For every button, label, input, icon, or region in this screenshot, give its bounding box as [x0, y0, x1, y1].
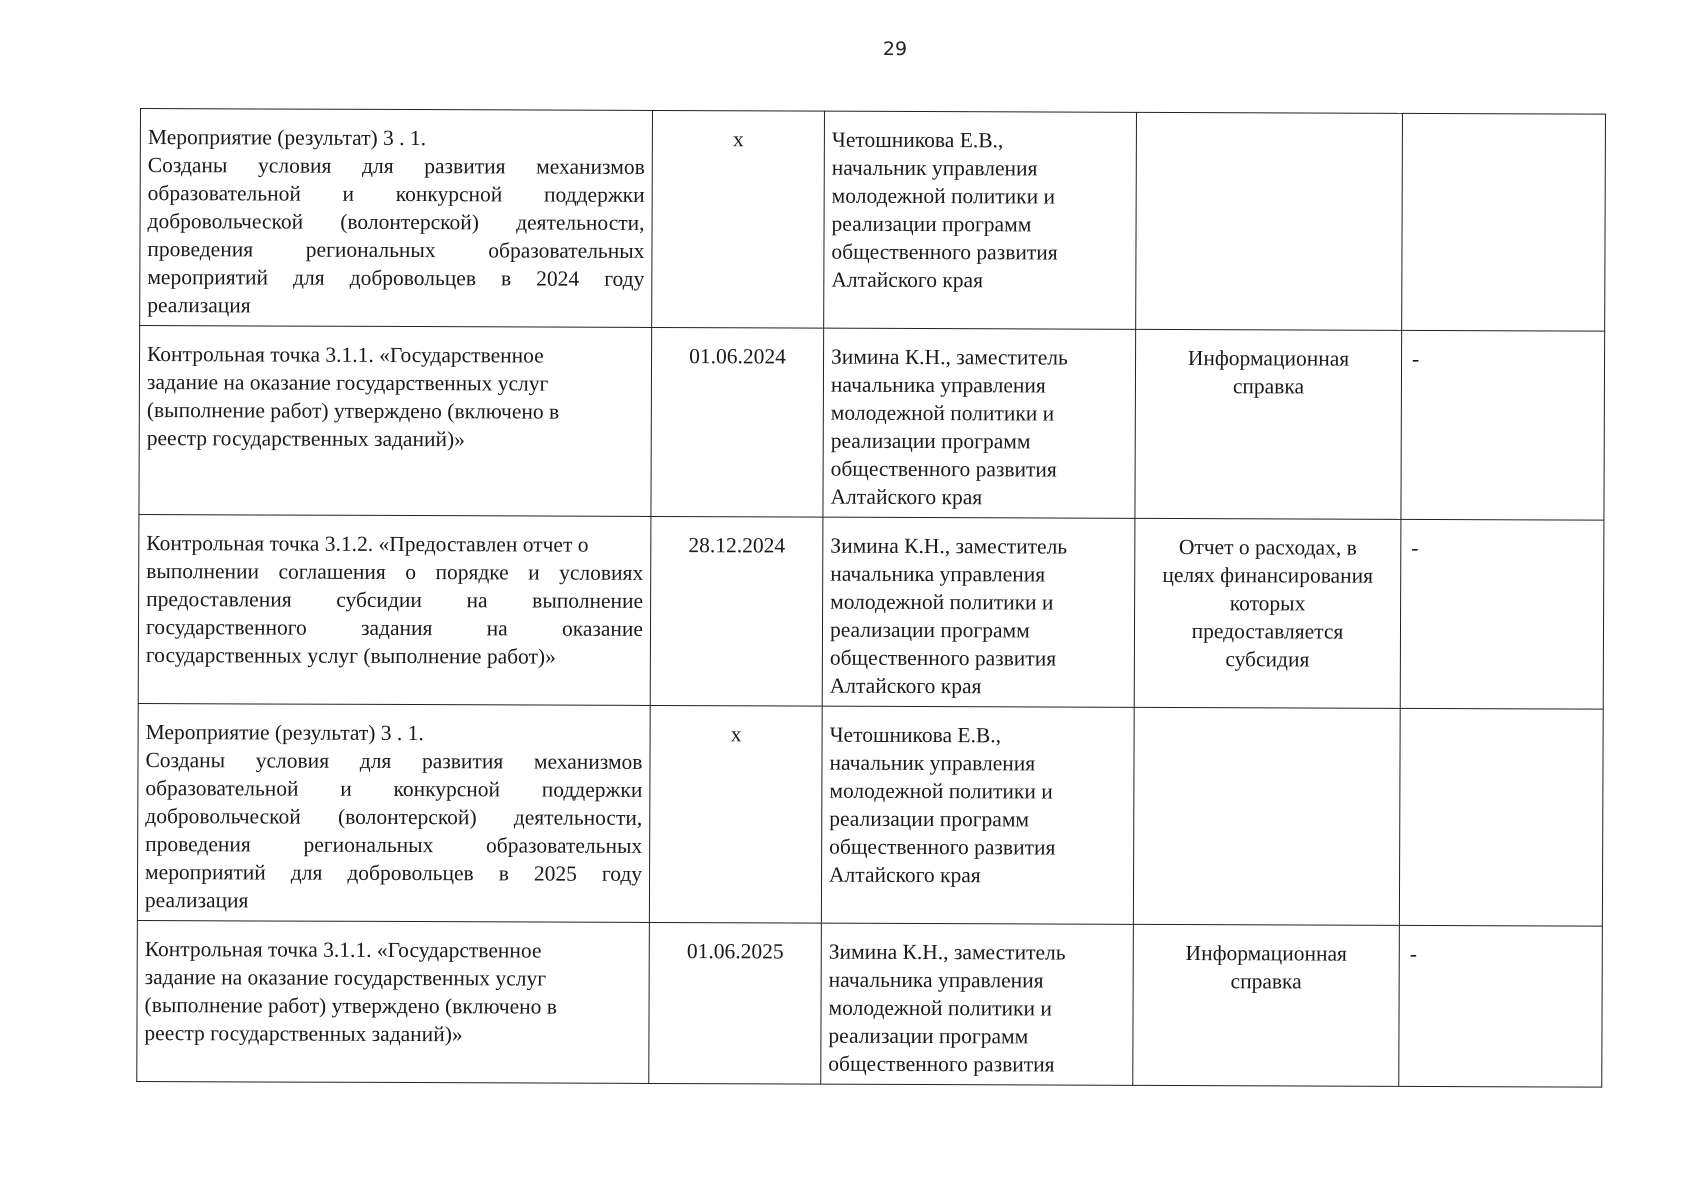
cell-note: [1399, 708, 1603, 926]
cell-responsible: [822, 517, 1135, 707]
description-line: Созданы условия для развития механизмов: [145, 748, 643, 774]
cell-date: x: [649, 705, 822, 923]
cell-responsible: [821, 923, 1134, 1085]
cell-date: 01.06.2024: [651, 327, 824, 517]
description-line: добровольческой (волонтерской) деятельности,: [147, 209, 645, 235]
description-line: предоставления субсидии на выполнение: [146, 587, 644, 613]
responsible-line: реализации программ: [829, 617, 1030, 643]
cell-note: -: [1401, 330, 1605, 520]
description-line: реестр государственных заданий)»: [144, 1021, 463, 1047]
cell-responsible: [821, 706, 1134, 924]
plan-table: [136, 108, 1606, 1088]
responsible-line: реализации программ: [828, 1023, 1029, 1049]
responsible-line: начальника управления: [830, 372, 1046, 398]
responsible-line: молодежной политики и: [830, 400, 1055, 426]
cell-description: [138, 514, 651, 705]
cell-document: [1135, 329, 1402, 519]
responsible-line: общественного развития: [829, 834, 1056, 860]
table-row: [140, 109, 1606, 332]
document-line: субсидия: [1225, 647, 1310, 672]
table-row: [137, 920, 1603, 1087]
document-line: предоставляется: [1191, 619, 1344, 644]
responsible-line: общественного развития: [829, 645, 1057, 671]
responsible-line: молодежной политики и: [831, 183, 1056, 209]
responsible-line: начальник управления: [829, 750, 1036, 776]
cell-description: [139, 326, 652, 517]
description-line: реализация: [144, 888, 249, 913]
cell-note: [1402, 113, 1606, 331]
cell-document: [1133, 924, 1400, 1086]
responsible-line: молодежной политики и: [829, 778, 1053, 804]
description-line: образовательной и конкурсной поддержки: [145, 776, 643, 802]
document-line: Информационная: [1187, 346, 1350, 371]
description-line: задание на оказание государственных услуг: [144, 965, 547, 991]
responsible-line: общественного развития: [831, 239, 1058, 265]
description-line: образовательной и конкурсной поддержки: [147, 181, 645, 207]
description-line: Мероприятие (результат) 3 . 1.: [145, 720, 424, 746]
responsible-line: Зимина К.Н., заместитель: [828, 939, 1066, 965]
description-line: реестр государственных заданий)»: [146, 426, 465, 452]
description-line: Созданы условия для развития механизмов: [147, 153, 645, 179]
document-line: справка: [1230, 969, 1302, 994]
description-line: (выполнение работ) утверждено (включено в: [146, 398, 560, 424]
page-number: 29: [882, 38, 908, 60]
document-line: которых: [1229, 591, 1306, 616]
table-wrapper: [136, 108, 1605, 1088]
description-line: (выполнение работ) утверждено (включено в: [144, 993, 557, 1019]
document-line: Информационная: [1185, 941, 1347, 966]
cell-note: -: [1400, 519, 1604, 709]
cell-document: [1133, 707, 1400, 925]
responsible-line: реализации программ: [830, 428, 1031, 454]
cell-description: [137, 703, 650, 922]
responsible-line: Алтайского края: [830, 484, 983, 510]
description-line: мероприятий для добровольцев в 2024 году: [147, 265, 645, 291]
description-line: реализация: [147, 293, 251, 318]
responsible-line: реализации программ: [829, 806, 1030, 832]
document-line: целях финансирования: [1162, 562, 1374, 588]
responsible-line: Четошникова Е.В.,: [829, 722, 1002, 748]
description-line: проведения региональных образовательных: [145, 832, 643, 858]
responsible-line: Алтайского края: [831, 267, 984, 293]
cell-note: -: [1399, 925, 1603, 1087]
description-line: задание на оказание государственных услуг: [146, 370, 549, 396]
responsible-line: молодежной политики и: [828, 995, 1052, 1021]
description-line: Контрольная точка 3.1.1. «Государственное: [144, 937, 542, 963]
description-line: мероприятий для добровольцев в 2025 году: [145, 860, 643, 886]
responsible-line: Алтайского края: [829, 862, 981, 888]
description-line: государственных услуг (выполнение работ)»: [145, 643, 556, 669]
cell-document: [1134, 518, 1401, 708]
table-row: [139, 326, 1605, 521]
responsible-line: Алтайского края: [829, 673, 982, 699]
description-line: добровольческой (волонтерской) деятельности,: [145, 804, 643, 830]
cell-responsible: [823, 328, 1136, 518]
responsible-line: молодежной политики и: [830, 589, 1054, 615]
responsible-line: Зимина К.Н., заместитель: [831, 344, 1068, 370]
cell-date: x: [652, 110, 825, 328]
description-line: Контрольная точка 3.1.2. «Предоставлен отчет о: [146, 531, 589, 557]
responsible-line: общественного развития: [828, 1051, 1055, 1077]
responsible-line: реализации программ: [831, 211, 1032, 237]
description-line: Контрольная точка 3.1.1. «Государственное: [147, 342, 544, 368]
description-line: проведения региональных образовательных: [147, 237, 645, 263]
document-line: Отчет о расходах, в: [1178, 534, 1357, 560]
table-row: [137, 703, 1603, 926]
document-line: справка: [1232, 374, 1305, 399]
cell-responsible: [824, 111, 1137, 329]
cell-document: [1136, 112, 1403, 330]
cell-date: 28.12.2024: [650, 516, 823, 706]
table-row: [138, 514, 1604, 709]
responsible-line: Зимина К.Н., заместитель: [830, 533, 1068, 559]
cell-description: [137, 920, 650, 1083]
cell-date: 01.06.2025: [649, 922, 822, 1084]
responsible-line: начальник управления: [831, 155, 1038, 181]
responsible-line: Четошникова Е.В.,: [831, 127, 1004, 153]
responsible-line: начальника управления: [830, 561, 1046, 587]
description-line: выполнении соглашения о порядке и условиях: [146, 559, 644, 585]
description-line: Мероприятие (результат) 3 . 1.: [147, 125, 427, 151]
cell-description: [140, 109, 653, 328]
responsible-line: начальника управления: [828, 967, 1044, 993]
responsible-line: общественного развития: [830, 456, 1057, 482]
description-line: государственного задания на оказание: [145, 615, 644, 641]
